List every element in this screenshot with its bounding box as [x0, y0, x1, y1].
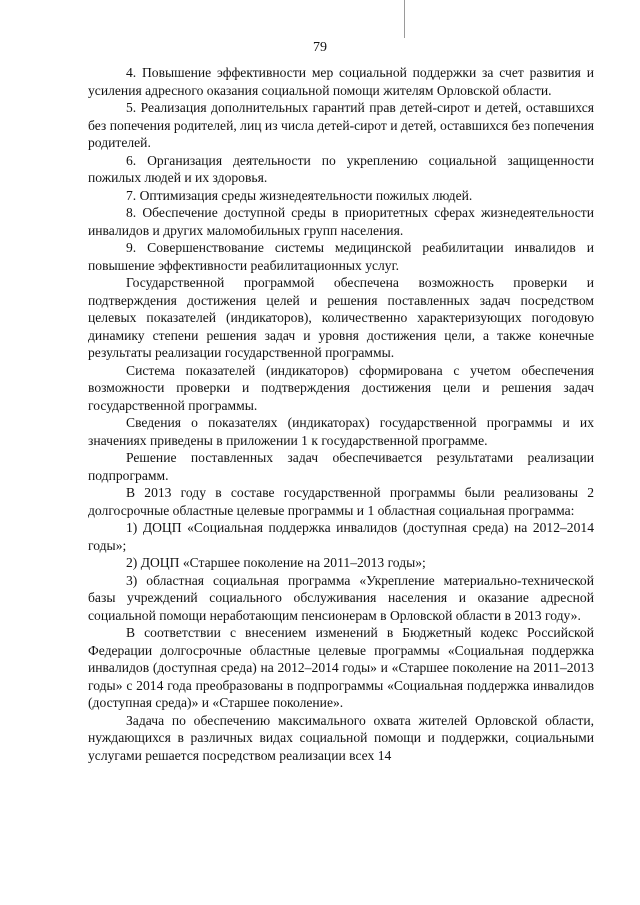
paragraph-indicator-info: Сведения о показателях (индикаторах) государственной программы и их значениях приведены в приложении 1 к государственной программе.: [88, 415, 594, 448]
paragraph-goal-5: 5. Реализация дополнительных гарантий прав детей-сирот и детей, оставшихся без попечения родителей, лиц из числа детей-сирот и детей, оставшихся без попечения родителей.: [88, 100, 594, 150]
list-item-program-3: 3) областная социальная программа «Укрепление материально-технической базы учреждений социального обслуживания населения и оказание адресной социальной помощи неработающим пенсионерам в Орловской области в 2013 году».: [88, 572, 594, 623]
paragraph-goal-8: 8. Обеспечение доступной среды в приоритетных сферах жизнедеятельности инвалидов и других маломобильных групп населения.: [88, 205, 594, 238]
paragraph-subprogram-results: Решение поставленных задач обеспечивается результатами реализации подпрограмм.: [88, 450, 594, 483]
page-number: 79: [313, 40, 327, 55]
list-item-program-1: 1) ДОЦП «Социальная поддержка инвалидов (доступная среда) на 2012–2014 годы»;: [88, 520, 594, 553]
paragraph-goal-9: 9. Совершенствование системы медицинской реабилитации инвалидов и повышение эффективности реабилитационных услуг.: [88, 240, 594, 273]
paragraph-goal-6: 6. Организация деятельности по укреплению социальной защищенности пожилых людей и их здоровья.: [88, 152, 594, 185]
paragraph-coverage-task: Задача по обеспечению максимального охвата жителей Орловской области, нуждающихся в различных видах социальной помощи и поддержки, социальными услугами решается посредством реализации всех 14: [88, 712, 594, 763]
paragraph-2013-programs: В 2013 году в составе государственной программы были реализованы 2 долгосрочные областные целевые программы и 1 областная социальная программа:: [88, 485, 594, 518]
paragraph-budget-code-changes: В соответствии с внесением изменений в Бюджетный кодекс Российской Федерации долгосрочные областные целевые программы «Социальная поддержка инвалидов (доступная среда) на 2012–2014 годы» и «Старшее поколение на 2011–2013 годы» с 2014 года преобразованы в подпрограммы «Социальная поддержка инвалидов (доступная среда)» и «Старшее поколение».: [88, 625, 594, 710]
paragraph-indicator-system: Система показателей (индикаторов) сформирована с учетом обеспечения возможности проверки и подтверждения достижения цели и решения задач государственной программы.: [88, 362, 594, 413]
document-body: [88, 64, 594, 764]
paragraph-goal-7: 7. Оптимизация среды жизнедеятельности пожилых людей.: [126, 187, 473, 203]
paragraph-goal-4: 4. Повышение эффективности мер социальной поддержки за счет развития и усиления адресного оказания социальной помощи жителям Орловской области.: [88, 65, 594, 98]
scan-edge-line: [404, 0, 405, 38]
list-item-program-2: 2) ДОЦП «Старшее поколение на 2011–2013 годы»;: [126, 555, 426, 570]
paragraph-indicators-intro: Государственной программой обеспечена возможность проверки и подтверждения достижения целей и решения поставленных задач посредством целевых показателей (индикаторов), количественно характеризующих погодовую динамику степени решения задач и уровня достижения цели, а также конечные результаты реализации государственной программы.: [88, 275, 594, 360]
